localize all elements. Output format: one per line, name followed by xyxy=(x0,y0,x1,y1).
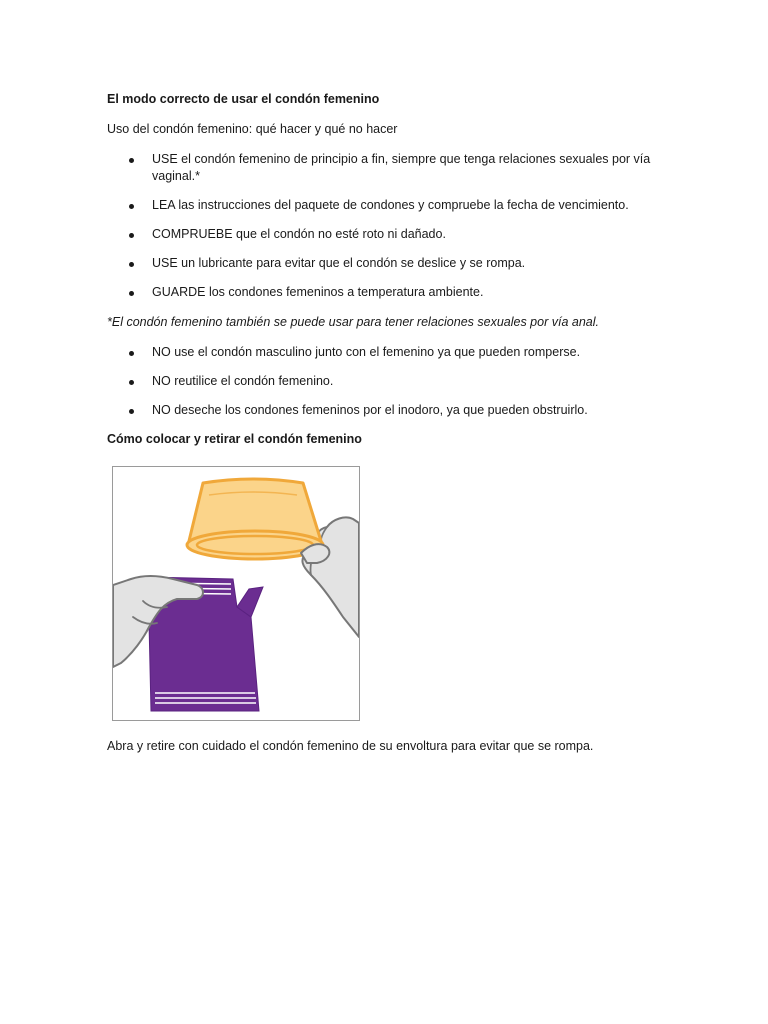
list-item: NO reutilice el condón femenino. xyxy=(107,373,667,390)
do-list xyxy=(107,151,667,313)
document-subtitle: Uso del condón femenino: qué hacer y qué no hacer xyxy=(107,122,398,136)
list-item: GUARDE los condones femeninos a temperatura ambiente. xyxy=(107,284,667,301)
list-item: USE un lubricante para evitar que el condón se deslice y se rompa. xyxy=(107,255,667,272)
list-item: COMPRUEBE que el condón no esté roto ni dañado. xyxy=(107,226,667,243)
list-item: NO deseche los condones femeninos por el inodoro, ya que pueden obstruirlo. xyxy=(107,402,667,419)
list-item: USE el condón femenino de principio a fin, siempre que tenga relaciones sexuales por vía vaginal.* xyxy=(107,151,667,185)
illustration-frame xyxy=(112,466,360,721)
list-item: NO use el condón masculino junto con el femenino ya que pueden romperse. xyxy=(107,344,667,361)
dont-list xyxy=(107,344,667,431)
document-title: El modo correcto de usar el condón femenino xyxy=(107,92,380,106)
condom-illustration xyxy=(187,479,323,559)
opening-package-illustration xyxy=(113,467,359,720)
illustration-caption: Abra y retire con cuidado el condón femenino de su envoltura para evitar que se rompa. xyxy=(107,739,594,753)
anal-use-note: *El condón femenino también se puede usar para tener relaciones sexuales por vía anal. xyxy=(107,315,599,329)
section-heading: Cómo colocar y retirar el condón femenino xyxy=(107,432,362,446)
list-item: LEA las instrucciones del paquete de condones y compruebe la fecha de vencimiento. xyxy=(107,197,667,214)
